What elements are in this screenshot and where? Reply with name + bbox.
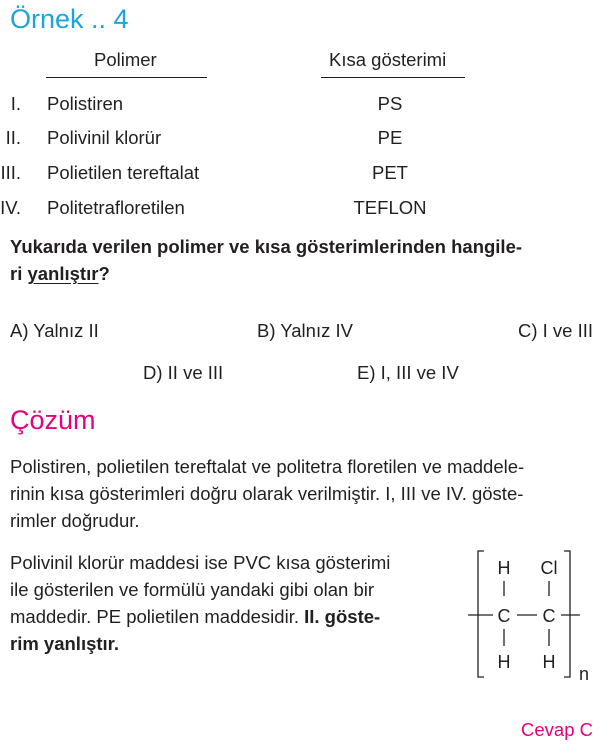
short-form: PET	[372, 162, 408, 183]
top-right-atom: Cl	[540, 558, 558, 578]
option-d[interactable]: D) II ve III	[143, 362, 224, 383]
short-form: TEFLON	[353, 197, 427, 218]
option-b[interactable]: B) Yalnız IV	[257, 320, 353, 341]
answer-label: Cevap C	[521, 719, 593, 740]
pvc-structural-formula	[462, 545, 602, 685]
left-carbon-atom: C	[497, 606, 511, 626]
question-line-2: ri yanlıştır?	[10, 263, 110, 284]
question-line-1: Yukarıda verilen polimer ve kısa gösterimlerinden hangile-	[10, 236, 523, 257]
polymer-column-header: Polimer	[94, 49, 157, 70]
solution-paragraph-2: Polivinil klorür maddesi ise PVC kısa gösterimi ile gösterilen ve formülü yandaki gibi olan bir maddedir. PE polietilen maddesidir. II. göste- rim yanlıştır.	[10, 552, 391, 654]
row-number: IV.	[0, 197, 21, 218]
conclusion-emphasis: II. göste-	[304, 606, 381, 627]
polymer-name: Polivinil klorür	[47, 127, 162, 148]
short-form: PS	[377, 93, 403, 114]
row-number: I.	[10, 93, 21, 114]
row-number: III.	[0, 162, 21, 183]
repeat-subscript: n	[579, 664, 590, 684]
short-form-header-rule	[321, 77, 465, 78]
option-e[interactable]: E) I, III ve IV	[357, 362, 459, 383]
question-emphasis: yanlıştır	[27, 263, 99, 284]
polymer-name: Polietilen tereftalat	[47, 162, 200, 183]
solution-paragraph-1: Polistiren, polietilen tereftalat ve politetra floretilen ve maddele- rinin kısa gösterimleri doğru olarak verilmiştir. I, III ve IV. göste- rimler doğrudur.	[10, 456, 525, 531]
example-title: Örnek .. 4	[10, 4, 129, 34]
polymer-name: Politetrafloretilen	[47, 197, 185, 218]
option-c[interactable]: C) I ve III	[517, 320, 593, 341]
polymer-header-rule	[46, 77, 207, 78]
bottom-right-atom: H	[542, 652, 556, 672]
short-form: PE	[377, 127, 403, 148]
polymer-name: Polistiren	[47, 93, 124, 114]
bottom-left-atom: H	[497, 652, 511, 672]
short-form-column-header: Kısa gösterimi	[329, 49, 447, 70]
right-carbon-atom: C	[542, 606, 556, 626]
top-left-atom: H	[497, 558, 511, 578]
option-a[interactable]: A) Yalnız II	[10, 320, 99, 341]
solution-title: Çözüm	[10, 405, 96, 435]
row-number: II.	[5, 127, 21, 148]
